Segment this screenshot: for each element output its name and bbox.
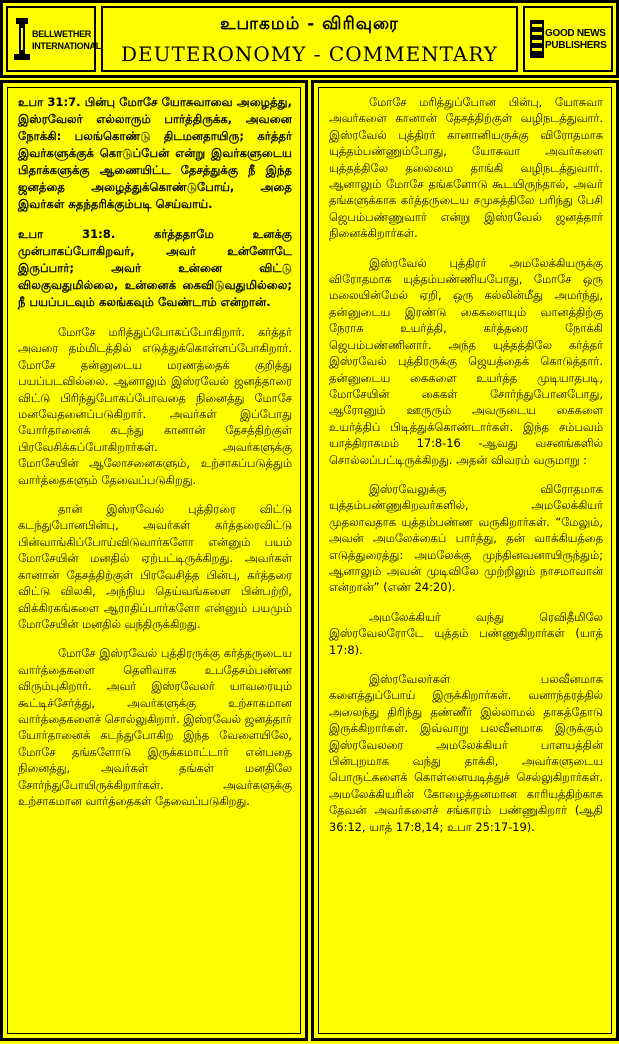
commentary-paragraph: மோசே மரித்துப்போன பின்பு, யோசுவா அவர்களை கானான் தேசத்திற்குள் வழிநடத்துவார். இஸ்ரவேல் புத்திரர் கானானியருக்கு விரோதமாக யுத்தம்பண்ணும்போது, யோசுவா அவர்களை யுத்தத்திலே தலைமை தாங்கி வழிநடத்துவார். ஆனாலும் மோசே தங்களோடு கூடயிருந்தால், அவர் தங்களுக்காக கர்த்தருடைய சமுகத்திலே பரிந்து பேசி ஜெபம்பண்ணுவார் என்று இஸ்ரவேல் ஜனத்தார் நினைக்கிறார்கள்.	[329, 95, 603, 241]
commentary-paragraph: இஸ்ரவேல் புத்திரர் அமலேக்கியருக்கு விரோதமாக யுத்தம்பண்ணியபோது, மோசே ஒரு மலையின்மேல் ஏறி, ஒரு கல்லின்மீது அமர்ந்து, தன்னுடைய இரண்டு கைகளையும் வானத்திற்கு நேராக உயர்த்தி, கர்த்தரை நோக்கி ஜெபம்பண்ணினார். அந்த யுத்தத்திலே கர்த்தர் இஸ்ரவேல் புத்திரருக்கு ஜெயத்தைக் கொடுத்தார். தன்னுடைய கைகளை உயர்த்த முடியாதபடி, மோசேயின் கைகள் சோர்ந்துபோனபோது, ஆரோனும் ஊருரும் அவருடைய கைகளை உயர்த்திப் பிடித்துக்கொண்டார்கள். இந்த சம்பவம் யாத்திராகமம் 17:8-16 -ஆவது வசனங்களில் சொல்லப்பட்டிருக்கிறது. அதன் விவரம் வருமாறு :	[329, 255, 603, 467]
commentary-paragraph: இஸ்ரவேலுக்கு விரோதமாக யுத்தம்பண்ணுகிறவர்களில், அமலேக்கியர் முதலாவதாக யுத்தம்பண்ண வருகிறார்கள். “மேலும், அவன் அமலேக்கைப் பார்த்து, தன் வாக்கியத்தை எடுத்துரைத்து: அமலேக்கு முந்தினவனாயிருந்தும்; ஆனாலும் அவன் முடிவிலே முற்றிலும் நாசமாவான் என்றான்” (எண் 24:20).	[329, 481, 603, 595]
bellwether-line1: BELLWETHER	[32, 29, 91, 39]
right-column	[311, 80, 619, 1041]
bellwether-logo	[6, 6, 101, 72]
good-news-line1: GOOD NEWS	[545, 28, 606, 39]
verse-31-8: உபா 31:8. கர்த்ததாமே உனக்கு முன்பாகப்போகிறவர், அவர் உன்னோடே இருப்பார்; அவர் உன்னை விட்டு விலகுவதுமில்லை, உன்னைக் கைவிடுவதுமில்லை; நீ பயப்படவும் கலங்கவும் வேண்டாம் என்றான்.	[18, 227, 292, 309]
commentary-paragraph: மோசே மரித்துப்போகப்போகிறார். கர்த்தர் அவரை தம்மிடத்தில் எடுத்துக்கொள்ளப்போகிறார். மோசே தன்னுடைய மரணத்தைக் குறித்து பயப்படவில்லை. ஆனாலும் இஸ்ரவேல் ஜனத்தாரை விட்டு பிரிந்துபோகப்போவதை நினைத்து மோசே மனவேதனைப்படுகிறார். அவர்கள் இப்போது யோர்தானைக் கடந்து கானான் தேசத்திற்குள் பிரவேசிக்கப்போகிறார்கள். அவர்களுக்கு மோசேயின் ஆலோசனைகளும், உற்சாகப்படுத்தும் வார்த்தைகளும் தேவைப்படுகிறது.	[18, 325, 292, 487]
left-column-inner	[7, 87, 301, 1034]
verse-31-7: உபா 31:7. பின்பு மோசே யோசுவாவை அழைத்து, இஸ்ரவேலர் எல்லாரும் பார்த்திருக்க, அவனை நோக்கி: பலங்கொண்டு திடமனதாயிரு; கர்த்தர் இவர்களுக்குக் கொடுப்பேன் என்று இவர்களுடைய பிதாக்களுக்கு ஆணையிட்ட தேசத்துக்கு நீ இந்த ஜனத்தை அழைத்துக்கொண்டுபோய், அதை இவர்கள் சுதந்தரிக்கும்படி செய்வாய்.	[18, 95, 292, 211]
title-tamil: உபாகமம் - விரிவுரை	[220, 14, 399, 34]
good-news-logo-text	[545, 28, 607, 52]
commentary-paragraph: தான் இஸ்ரவேல் புத்திரரை விட்டு கடந்துபோனபின்பு, அவர்கள் கர்த்தரைவிட்டு பின்வாங்கிப்போய்விடுவார்களோ என்னும் பயம் மோசேயின் மனதில் ஏற்பட்டிருக்கிறது. அவர்கள் கானான் தேசத்திற்குள் பிரவேசித்த பின்பு, கர்த்தரை விட்டு விலகி, அந்நிய தெய்வங்களை பின்பற்றி, விக்கிரகங்களை ஆராதிப்பார்களோ என்னும் பயமும் மோசேயின் மனதில் வந்திருக்கிறது.	[18, 502, 292, 631]
bellwether-logo-text	[32, 28, 101, 52]
book-stack-icon	[529, 18, 545, 60]
bellwether-sheep-icon	[14, 18, 30, 60]
bellwether-line2: INTERNATIONAL	[32, 41, 101, 51]
title-box	[101, 6, 518, 72]
commentary-paragraph: அமலேக்கியர் வந்து ரெவிதீமிலே இஸ்ரவேலரோடே யுத்தம் பண்ணுகிறார்கள் (யாத் 17:8).	[329, 609, 603, 657]
commentary-paragraph: மோசே இஸ்ரவேல் புத்திரருக்கு கர்த்தருடைய வார்த்தைகளை தெளிவாக உபதேசம்பண்ண விரும்புகிறார். அவர் இஸ்ரவேலர் யாவரையும் கூட்டிச்சேர்த்து, அவர்களுக்கு உற்சாகமான வார்த்தைகளைச் சொல்லுகிறார். இஸ்ரவேல் ஜனத்தார் யோர்தானைக் கடந்துபோகிற இந்த வேளையிலே, மோசே தங்களோடு இருக்கமாட்டார் என்பதை நினைத்து, அவர்கள் தங்கள் மனதிலே சோர்ந்துபோயிருக்கிறார்கள். அவர்களுக்கு உற்சாகமான வார்த்தைகள் தேவைப்படுகிறது.	[18, 646, 292, 808]
commentary-paragraph: இஸ்ரவேலர்கள் பலவீனமாக களைத்துப்போய் இருக்கிறார்கள். வனாந்தரத்தில் அலைந்து திரிந்து தண்ணீர் இல்லாமல் தாகத்தோடு இருக்கிறார்கள். இவ்வாறு பலவீனமாக இருக்கும் இஸ்ரவேலரை அமலேக்கியர் பாளயத்தின் பின்புறமாக வந்து தாக்கி, அவர்களுடைய பொருட்களைக் கொள்ளையடித்துச் செல்லுகிறார்கள். அமலேக்கியரின் கோழைத்தனமான காரியத்திற்காக தேவன் அவர்களைச் சங்காரம் பண்ணுகிறார் (ஆதி 36:12, யாத் 17:8,14; உபா 25:17-19).	[329, 672, 603, 834]
left-column	[0, 80, 308, 1041]
good-news-logo	[523, 6, 613, 72]
header-banner	[0, 0, 619, 78]
right-column-inner	[318, 87, 612, 1034]
good-news-line2: PUBLISHERS	[545, 40, 607, 51]
title-english: DEUTERONOMY - COMMENTARY	[120, 42, 499, 66]
